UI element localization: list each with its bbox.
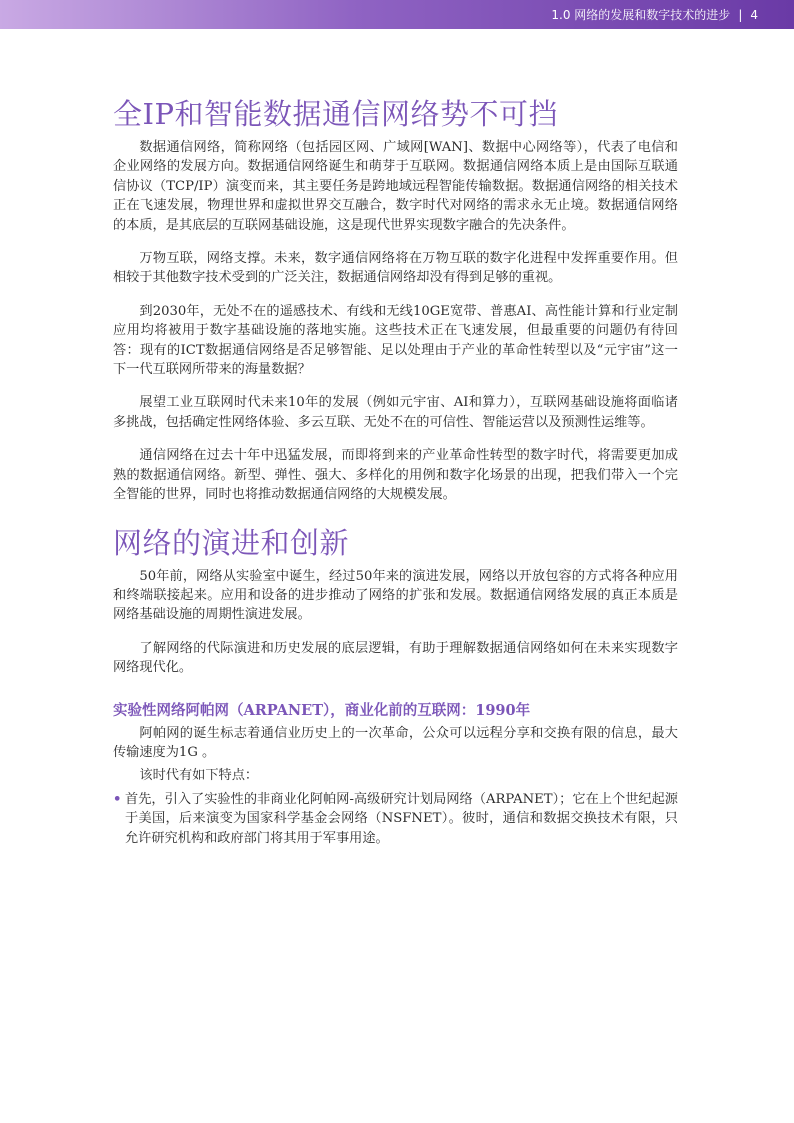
section-title-all-ip: 全IP和智能数据通信网络势不可挡 — [113, 97, 558, 131]
page-header — [0, 0, 794, 29]
paragraph: 该时代有如下特点： — [139, 768, 259, 784]
list-item-text: 首先，引入了实验性的非商业化阿帕网-高级研究计划局网络（ARPANET）；它在上个世纪起源于美国，后来演变为国家科学基金会网络（NSFNET）。彼时，通信和数据交换技术有限，只允许研究机构和政府部门将其用于军事用途。 — [125, 791, 678, 846]
header-title: 1.0 网络的发展和数字技术的进步 — [551, 8, 731, 22]
paragraph: 通信网络在过去十年中迅猛发展，而即将到来的产业革命性转型的数字时代，将需要更加成熟的数据通信网络。新型、弹性、强大、多样化的用例和数字化场景的出现，把我们带入一个完全智能的世界，同时也将推动数据通信网络的大规模发展。 — [113, 448, 678, 503]
section-title-evolution: 网络的演进和创新 — [113, 525, 350, 560]
subsection-title-arpanet: 实验性网络阿帕网（ARPANET），商业化前的互联网：1990年 — [113, 701, 531, 719]
document-body — [113, 92, 678, 848]
bullet-list — [113, 790, 678, 848]
paragraph: 到2030年，无处不在的遥感技术、有线和无线10GE宽带、普惠AI、高性能计算和行业定制应用均将被用于数字基础设施的落地实施。这些技术正在飞速发展，但最重要的问题仍有待回答：现有的ICT数据通信网络是否足够智能、足以处理由于产业的革命性转型以及“元宇宙”这一下一代互联网所带来的海量数据？ — [113, 303, 678, 378]
paragraph: 万物互联，网络支撑。未来，数字通信网络将在万物互联的数字化进程中发挥重要作用。但相较于其他数字技术受到的广泛关注，数据通信网络却没有得到足够的重视。 — [113, 251, 678, 286]
paragraph: 数据通信网络，简称网络（包括园区网、广域网[WAN]、数据中心网络等），代表了电信和企业网络的发展方向。数据通信网络诞生和萌芽于互联网。数据通信网络本质上是由国际互联通信协议（TCP/IP）演变而来，其主要任务是跨地域远程智能传输数据。数据通信网络的相关技术正在飞速发展，物理世界和虚拟世界交互融合，数字时代对网络的需求永无止境。数据通信网络的本质，是其底层的互联网基础设施，这是现代世界实现数字融合的先决条件。 — [113, 140, 678, 233]
bullet-icon: • — [113, 791, 122, 807]
paragraph: 展望工业互联网时代未来10年的发展（例如元宇宙、AI和算力），互联网基础设施将面临诸多挑战，包括确定性网络体验、多云互联、无处不在的可信性、智能运营以及预测性运维等。 — [113, 395, 678, 430]
paragraph: 了解网络的代际演进和历史发展的底层逻辑，有助于理解数据通信网络如何在未来实现数字网络现代化。 — [113, 640, 678, 676]
paragraph: 阿帕网的诞生标志着通信业历史上的一次革命，公众可以远程分享和交换有限的信息，最大传输速度为1G 。 — [113, 725, 678, 760]
header-separator: | — [738, 7, 743, 22]
page-number: 4 — [750, 7, 758, 22]
paragraph: 50年前，网络从实验室中诞生，经过50年来的演进发展，网络以开放包容的方式将各种应用和终端联接起来。应用和设备的进步推动了网络的扩张和发展。数据通信网络发展的真正本质是网络基础设施的周期性演进发展。 — [113, 568, 678, 623]
list-item — [113, 790, 678, 848]
